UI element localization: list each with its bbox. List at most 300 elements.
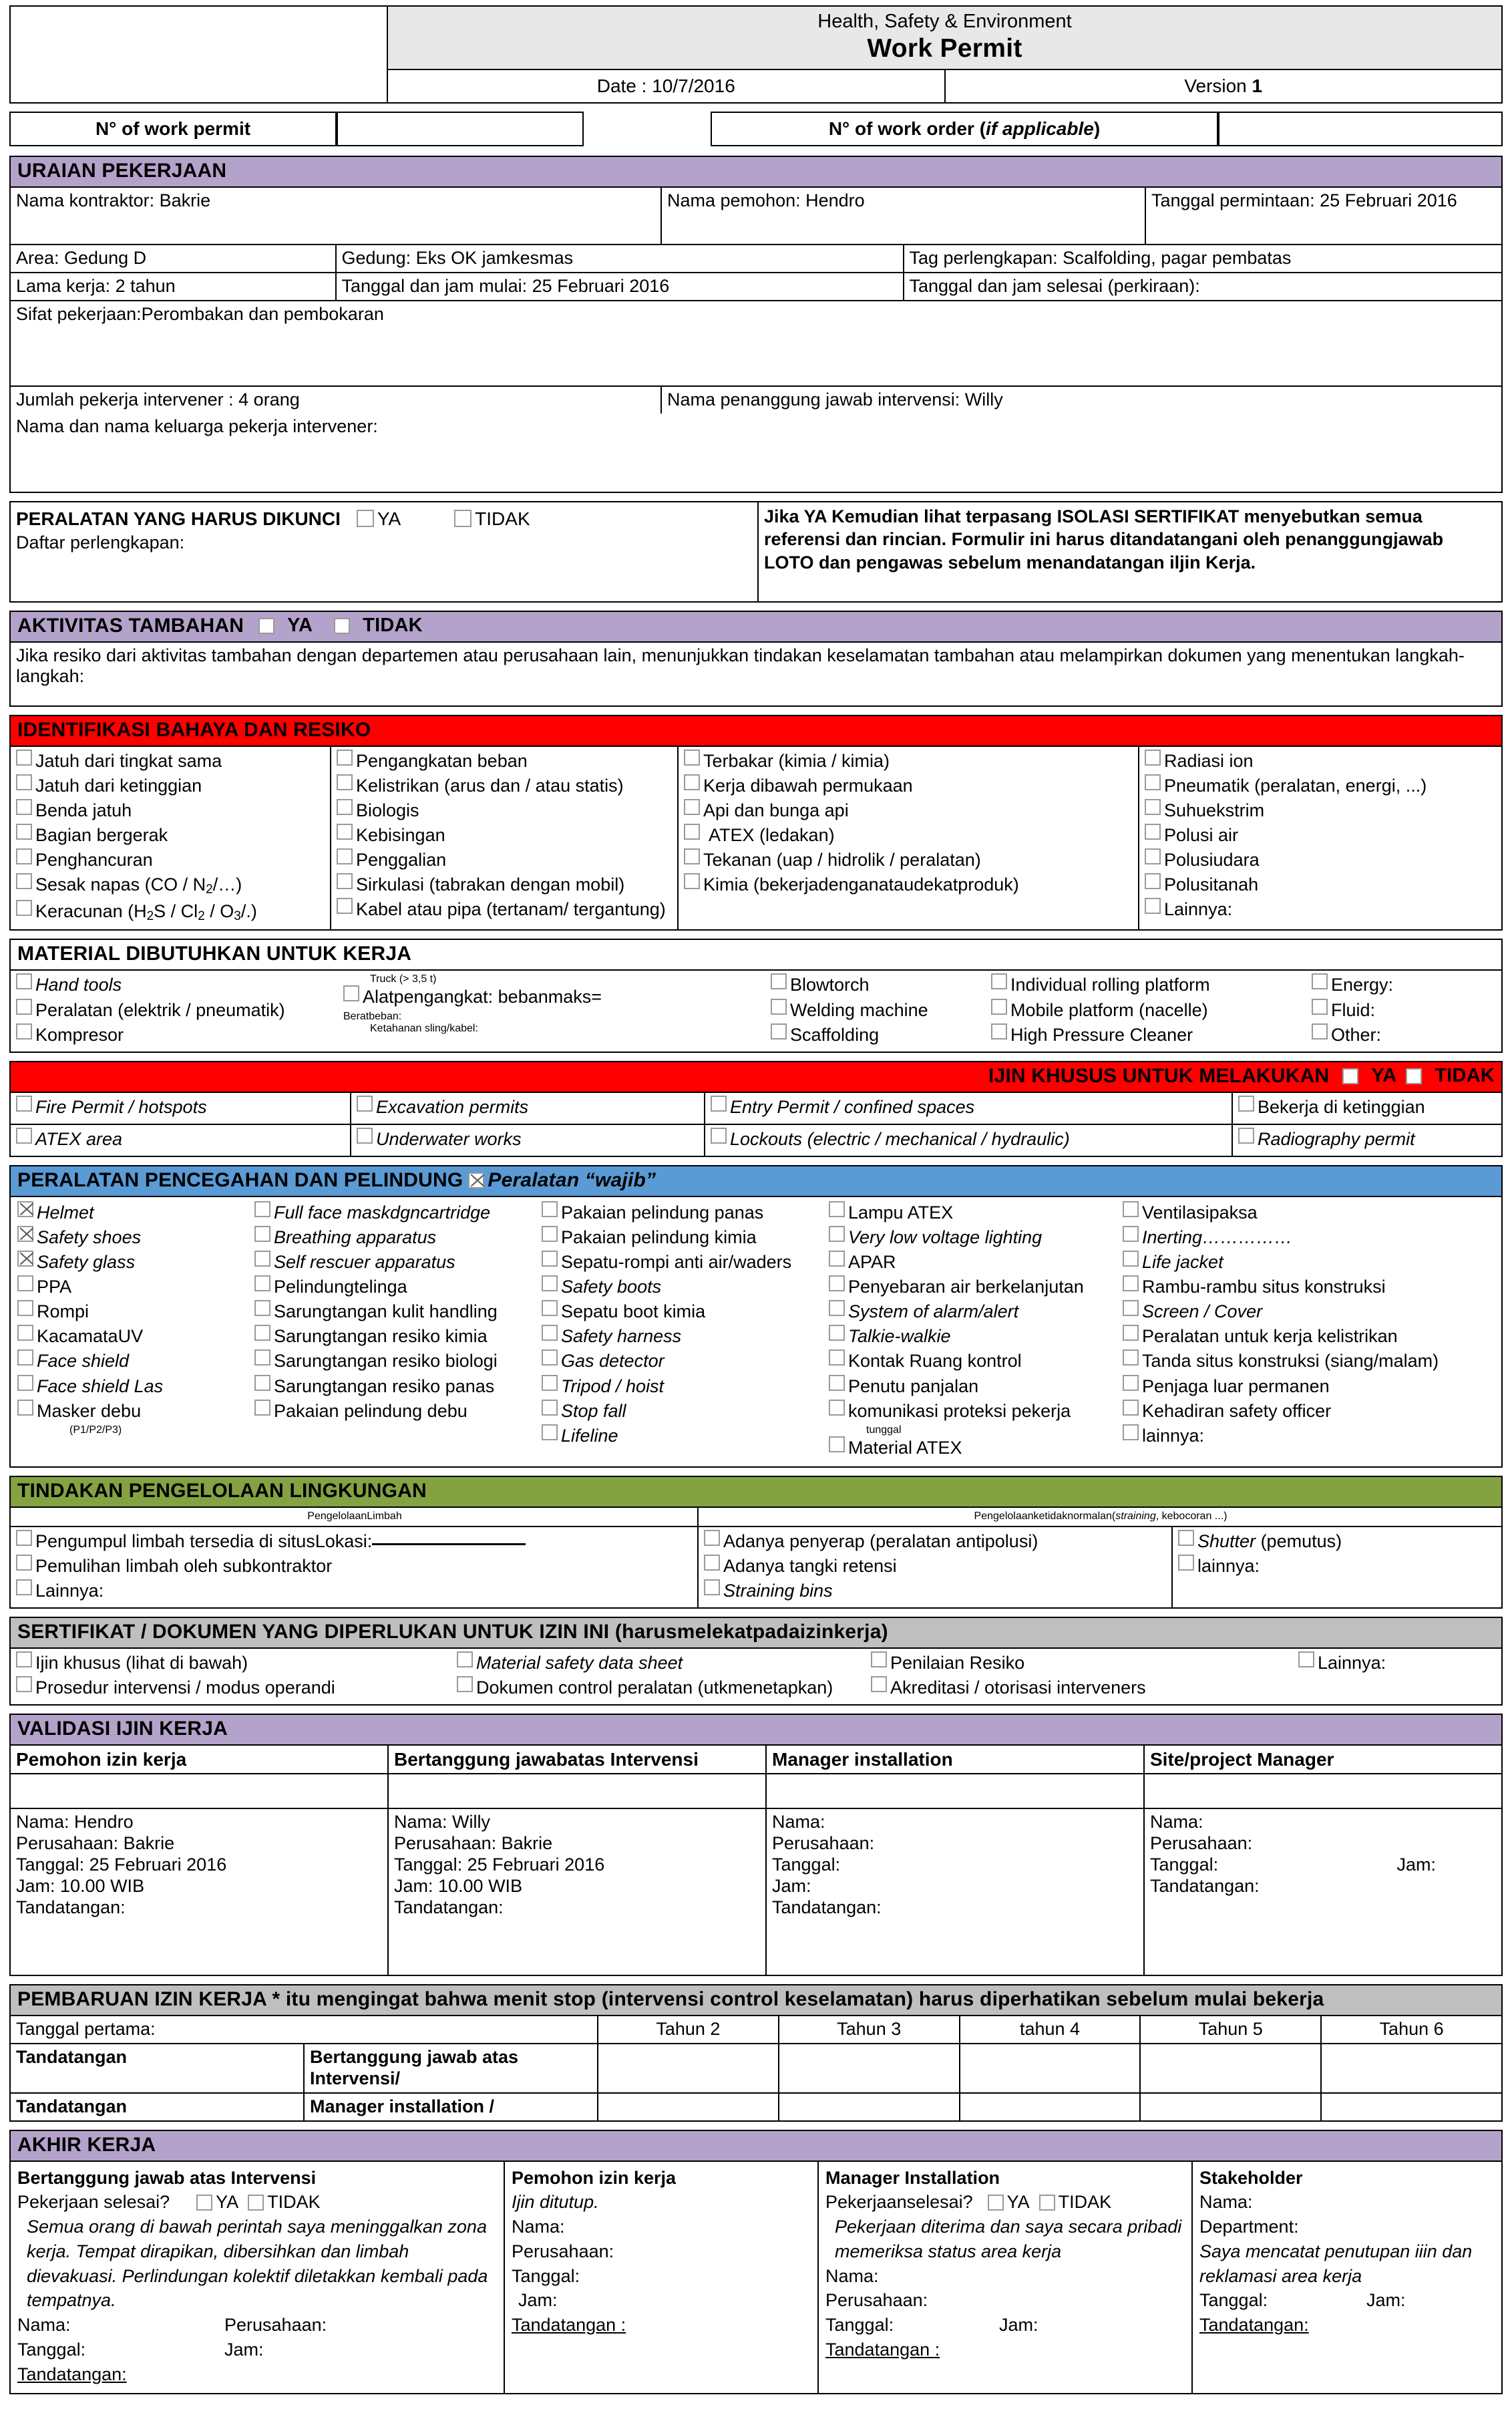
akhir-c2-nama[interactable]: Nama: [512, 2217, 565, 2237]
ppe-item[interactable] [254, 1325, 531, 1348]
akhir-c1-nama[interactable]: Nama: [17, 2315, 71, 2336]
ijin-checkbox[interactable] [1238, 1128, 1254, 1144]
ppe-checkbox[interactable] [829, 1251, 845, 1267]
ppe-item[interactable] [829, 1275, 1112, 1299]
validasi-blank-cell[interactable] [766, 1774, 1144, 1808]
ppe-checkbox[interactable] [1123, 1424, 1139, 1440]
pembaruan-year-cell[interactable] [1140, 2093, 1321, 2121]
akhir-c3-tanggal[interactable]: Tanggal: [825, 2315, 894, 2336]
cert-item[interactable] [457, 1651, 862, 1675]
ppe-checkbox[interactable] [1123, 1201, 1139, 1217]
ppe-checkbox[interactable] [542, 1226, 558, 1242]
ppe-checkbox[interactable] [254, 1325, 270, 1341]
ppe-wajib-checkbox[interactable] [468, 1172, 484, 1188]
ppe-checkbox[interactable] [17, 1201, 33, 1217]
hazard-checkbox[interactable] [337, 898, 353, 914]
ppe-item[interactable] [542, 1201, 818, 1225]
ppe-item[interactable] [1123, 1424, 1497, 1448]
ppe-checkbox[interactable] [542, 1275, 558, 1291]
ijin-checkbox[interactable] [1238, 1096, 1254, 1112]
hazard-checkbox[interactable] [684, 873, 700, 889]
hazard-checkbox[interactable] [1145, 750, 1161, 766]
ppe-checkbox[interactable] [829, 1375, 845, 1391]
ijin-item[interactable] [351, 1093, 705, 1124]
ijin-item[interactable] [11, 1125, 351, 1156]
ppe-checkbox[interactable] [829, 1300, 845, 1316]
ppe-checkbox[interactable] [17, 1251, 33, 1267]
hazard-checkbox[interactable] [684, 824, 700, 840]
material-item[interactable] [1312, 1023, 1497, 1047]
material-checkbox[interactable] [1312, 999, 1328, 1015]
hazard-item[interactable] [337, 750, 673, 773]
akhir-c4-tanggal[interactable]: Tanggal: [1199, 2290, 1268, 2311]
material-item[interactable] [16, 1023, 334, 1047]
ijin-item[interactable] [1233, 1093, 1501, 1124]
hazard-item[interactable] [1145, 824, 1497, 847]
validasi-tanggal: Tanggal: 25 Februari 2016 [394, 1855, 605, 1875]
ppe-item[interactable] [829, 1349, 1112, 1373]
tanggal-mulai-cell[interactable]: Tanggal dan jam mulai: 25 Februari 2016 [336, 273, 904, 301]
akhir-c1-jam[interactable]: Jam: [224, 2339, 264, 2360]
hazard-item[interactable] [1145, 898, 1497, 921]
hazard-label: Kimia (bekerjadenganataudekatproduk) [703, 874, 1019, 895]
akhir-c3-ya-checkbox[interactable] [988, 2195, 1004, 2211]
ijin-khusus-title: IJIN KHUSUS UNTUK MELAKUKAN [988, 1064, 1330, 1087]
validasi-signature-block[interactable] [388, 1808, 766, 1975]
env-item[interactable] [704, 1530, 1167, 1553]
hazard-item[interactable] [1145, 848, 1497, 872]
hazard-checkbox[interactable] [337, 799, 353, 815]
ppe-checkbox[interactable] [254, 1226, 270, 1242]
pembaruan-year-cell[interactable] [960, 2093, 1141, 2121]
env-item[interactable] [1178, 1555, 1497, 1578]
ppe-checkbox[interactable] [17, 1375, 33, 1391]
akhir-c3-tandatangan[interactable]: Tandatangan : [825, 2339, 940, 2360]
cert-item[interactable] [871, 1676, 1289, 1700]
hazard-item[interactable] [16, 873, 326, 899]
hazard-checkbox[interactable] [16, 900, 32, 916]
hazard-checkbox[interactable] [16, 873, 32, 889]
ppe-item[interactable] [829, 1201, 1112, 1225]
env-item[interactable] [704, 1579, 1167, 1603]
ijin-item[interactable] [351, 1125, 705, 1156]
ppe-checkbox[interactable] [254, 1275, 270, 1291]
ppe-checkbox[interactable] [829, 1436, 845, 1452]
cert-checkbox[interactable] [871, 1651, 887, 1667]
material-item[interactable] [16, 999, 334, 1022]
hazard-checkbox[interactable] [337, 774, 353, 790]
material-item[interactable] [343, 985, 761, 1009]
ppe-item[interactable] [829, 1375, 1112, 1398]
hazard-item[interactable] [16, 799, 326, 822]
pembaruan-year-cell[interactable] [598, 2093, 779, 2121]
akhir-c2-jam[interactable]: Jam: [518, 2290, 558, 2311]
cert-checkbox[interactable] [457, 1651, 473, 1667]
cert-item[interactable] [16, 1676, 447, 1700]
ppe-checkbox[interactable] [542, 1424, 558, 1440]
ppe-item[interactable] [829, 1436, 1112, 1460]
hazard-item[interactable] [16, 824, 326, 847]
area-cell[interactable]: Area: Gedung D [10, 245, 336, 273]
ppe-item[interactable] [542, 1275, 818, 1299]
ppe-item[interactable] [1123, 1349, 1497, 1373]
pembaruan-year-cell[interactable] [960, 2044, 1141, 2093]
hazard-checkbox[interactable] [684, 799, 700, 815]
nama-keluarga-cell[interactable]: Nama dan nama keluarga pekerja intervener: [10, 414, 1502, 492]
akhir-c1-tandatangan[interactable]: Tandatangan: [17, 2364, 127, 2384]
validasi-signature-block[interactable] [1144, 1808, 1502, 1975]
tag-perlengkapan-cell[interactable]: Tag perlengkapan: Scalfolding, pagar pembatas [904, 245, 1503, 273]
hazard-label: Jatuh dari ketinggian [35, 775, 202, 796]
ppe-checkbox[interactable] [17, 1325, 33, 1341]
hazard-item[interactable] [684, 750, 1134, 773]
hazard-checkbox[interactable] [16, 848, 32, 864]
cert-checkbox[interactable] [457, 1676, 473, 1692]
ppe-checkbox[interactable] [542, 1375, 558, 1391]
ppe-item[interactable] [1123, 1275, 1497, 1299]
pembaruan-year-cell[interactable] [1140, 2044, 1321, 2093]
hazard-item[interactable] [684, 799, 1134, 822]
validasi-signature-block[interactable] [10, 1808, 388, 1975]
material-checkbox[interactable] [991, 1023, 1007, 1039]
work-order-number-input[interactable] [1218, 112, 1503, 146]
env-checkbox[interactable] [704, 1530, 720, 1546]
pembaruan-year-cell[interactable] [779, 2093, 960, 2121]
hazard-checkbox[interactable] [684, 750, 700, 766]
ppe-item[interactable] [542, 1375, 818, 1398]
lama-kerja-cell[interactable]: Lama kerja: 2 tahun [10, 273, 336, 301]
jumlah-pekerja-cell[interactable]: Jumlah pekerja intervener : 4 orang [10, 386, 661, 414]
ppe-item[interactable] [254, 1226, 531, 1249]
akhir-c4-nama[interactable]: Nama: [1199, 2192, 1253, 2213]
hazard-item[interactable] [1145, 799, 1497, 822]
material-checkbox[interactable] [771, 1023, 787, 1039]
akhir-c1-perusahaan[interactable]: Perusahaan: [224, 2315, 327, 2336]
ijin-item[interactable] [1233, 1125, 1501, 1156]
ppe-item[interactable] [829, 1226, 1112, 1249]
ppe-item[interactable] [17, 1300, 244, 1323]
aktivitas-tidak-checkbox[interactable] [334, 618, 350, 634]
akhir-c4-tandatangan[interactable]: Tandatangan: [1199, 2315, 1309, 2336]
ppe-item[interactable] [1123, 1400, 1497, 1423]
env-checkbox[interactable] [704, 1579, 720, 1595]
env-item[interactable] [16, 1579, 693, 1603]
env-checkbox[interactable] [16, 1555, 32, 1571]
ppe-checkbox[interactable] [1123, 1251, 1139, 1267]
validasi-blank-cell[interactable] [10, 1774, 388, 1808]
ijin-item[interactable] [11, 1093, 351, 1124]
ppe-checkbox[interactable] [1123, 1226, 1139, 1242]
ppe-item[interactable] [17, 1349, 244, 1373]
hazard-item[interactable] [16, 750, 326, 773]
hazard-item[interactable] [1145, 774, 1497, 798]
pembaruan-year-cell[interactable] [598, 2044, 779, 2093]
ijin-item[interactable] [705, 1125, 1233, 1156]
ppe-checkbox[interactable] [254, 1251, 270, 1267]
hazard-checkbox[interactable] [684, 774, 700, 790]
ppe-checkbox[interactable] [1123, 1325, 1139, 1341]
ppe-item[interactable] [542, 1400, 818, 1423]
hazard-item[interactable] [337, 799, 673, 822]
beratbeban-label[interactable]: Beratbeban: [343, 1010, 402, 1022]
hazard-item[interactable] [337, 898, 673, 921]
akhir-col-intervensi [11, 2162, 505, 2393]
penanggung-jawab-cell[interactable]: Nama penanggung jawab intervensi: Willy [661, 386, 1502, 414]
validasi-signature-block[interactable] [766, 1808, 1144, 1975]
material-checkbox[interactable] [1312, 1023, 1328, 1039]
loto-tidak-checkbox[interactable] [454, 510, 471, 527]
ppe-checkbox[interactable] [1123, 1400, 1139, 1416]
ppe-item[interactable] [542, 1251, 818, 1274]
ppe-item[interactable] [254, 1251, 531, 1274]
akhir-c3-nama[interactable]: Nama: [825, 2265, 879, 2286]
env-checkbox[interactable] [704, 1555, 720, 1571]
hazard-item[interactable] [1145, 750, 1497, 773]
material-checkbox[interactable] [771, 999, 787, 1015]
ijin-checkbox[interactable] [357, 1096, 373, 1112]
ppe-checkbox[interactable] [17, 1275, 33, 1291]
env-item[interactable] [1178, 1530, 1497, 1553]
ppe-item[interactable] [829, 1300, 1112, 1323]
ijin-checkbox[interactable] [16, 1128, 32, 1144]
hazard-item[interactable] [337, 824, 673, 847]
tanggal-selesai-cell[interactable]: Tanggal dan jam selesai (perkiraan): [904, 273, 1503, 301]
hazard-checkbox[interactable] [337, 848, 353, 864]
hazard-checkbox[interactable] [16, 774, 32, 790]
hazard-checkbox[interactable] [1145, 898, 1161, 914]
cert-checkbox[interactable] [16, 1676, 32, 1692]
cert-item[interactable] [457, 1676, 862, 1700]
hazard-checkbox[interactable] [1145, 848, 1161, 864]
material-checkbox[interactable] [16, 1023, 32, 1039]
hazard-item[interactable] [337, 774, 673, 798]
ppe-checkbox[interactable] [1123, 1349, 1139, 1366]
ppe-item[interactable] [17, 1400, 244, 1423]
material-item[interactable] [771, 1023, 982, 1047]
akhir-c1-tidak-checkbox[interactable] [248, 2195, 264, 2211]
ppe-item[interactable] [17, 1325, 244, 1348]
lokasi-input-line[interactable] [372, 1543, 526, 1545]
material-item[interactable] [771, 999, 982, 1022]
validasi-blank-cell[interactable] [388, 1774, 766, 1808]
ppe-checkbox[interactable] [829, 1201, 845, 1217]
ppe-item[interactable] [1123, 1300, 1497, 1323]
hazard-item[interactable] [16, 900, 326, 925]
material-checkbox[interactable] [343, 985, 359, 1001]
ppe-checkbox[interactable] [829, 1275, 845, 1291]
pembaruan-year-cell[interactable] [1321, 2044, 1502, 2093]
hazard-checkbox[interactable] [1145, 799, 1161, 815]
ppe-checkbox[interactable] [542, 1325, 558, 1341]
cert-checkbox[interactable] [1298, 1651, 1314, 1667]
ppe-title-bar [9, 1165, 1503, 1196]
loto-daftar-label[interactable]: Daftar perlengkapan: [16, 532, 185, 552]
ijin-checkbox[interactable] [357, 1128, 373, 1144]
ppe-item[interactable] [542, 1349, 818, 1373]
ppe-checkbox[interactable] [254, 1201, 270, 1217]
material-item[interactable] [16, 973, 334, 997]
ijin-checkbox[interactable] [16, 1096, 32, 1112]
ppe-item[interactable] [254, 1375, 531, 1398]
ppe-checkbox[interactable] [17, 1300, 33, 1316]
sifat-pekerjaan-cell[interactable]: Sifat pekerjaan:Perombakan dan pembokaran [10, 301, 1502, 386]
ppe-checkbox[interactable] [542, 1251, 558, 1267]
env-checkbox[interactable] [16, 1579, 32, 1595]
ppe-item[interactable] [542, 1424, 818, 1448]
akhir-c2-tandatangan[interactable]: Tandatangan : [512, 2315, 626, 2336]
akhir-c3-perusahaan[interactable]: Perusahaan: [825, 2290, 928, 2311]
env-checkbox[interactable] [16, 1530, 32, 1546]
hazard-checkbox[interactable] [1145, 873, 1161, 889]
ketahanan-label[interactable]: Ketahanan sling/kabel: [370, 1022, 478, 1034]
cert-item[interactable] [1298, 1651, 1497, 1675]
ppe-checkbox[interactable] [17, 1226, 33, 1242]
ppe-item[interactable] [254, 1201, 531, 1225]
ppe-item[interactable] [254, 1275, 531, 1299]
ppe-checkbox[interactable] [254, 1349, 270, 1366]
ppe-checkbox[interactable] [17, 1349, 33, 1366]
ppe-checkbox[interactable] [1123, 1300, 1139, 1316]
ppe-checkbox[interactable] [17, 1400, 33, 1416]
hazard-item[interactable] [337, 848, 673, 872]
ppe-item[interactable] [542, 1325, 818, 1348]
ppe-label: Screen / Cover [1142, 1301, 1263, 1322]
hazard-checkbox[interactable] [16, 824, 32, 840]
material-item[interactable] [991, 1023, 1302, 1047]
nama-pemohon-cell[interactable]: Nama pemohon: Hendro [661, 187, 1145, 245]
ijin-checkbox[interactable] [711, 1128, 727, 1144]
akhir-c3-tidak-checkbox[interactable] [1039, 2195, 1055, 2211]
hazard-checkbox[interactable] [1145, 824, 1161, 840]
ppe-item[interactable] [542, 1300, 818, 1323]
loto-ya-checkbox[interactable] [357, 510, 374, 527]
material-checkbox[interactable] [771, 973, 787, 989]
validasi-jam: Jam: 10.00 WIB [16, 1875, 145, 1896]
ppe-checkbox[interactable] [542, 1300, 558, 1316]
ppe-item[interactable] [17, 1275, 244, 1299]
hazard-item[interactable] [684, 774, 1134, 798]
tanggal-pertama-cell[interactable]: Tanggal pertama: [10, 2016, 598, 2044]
material-checkbox[interactable] [16, 973, 32, 989]
material-checkbox[interactable] [991, 999, 1007, 1015]
pembaruan-year-cell[interactable] [779, 2044, 960, 2093]
hazard-checkbox[interactable] [337, 750, 353, 766]
ppe-item[interactable] [254, 1349, 531, 1373]
material-checkbox[interactable] [16, 999, 32, 1015]
ppe-item[interactable] [1123, 1251, 1497, 1274]
ppe-checkbox[interactable] [829, 1349, 845, 1366]
hazard-item[interactable] [684, 824, 1134, 847]
ppe-checkbox[interactable] [829, 1325, 845, 1341]
material-checkbox[interactable] [1312, 973, 1328, 989]
ppe-item[interactable] [1123, 1325, 1497, 1348]
cert-item[interactable] [871, 1651, 1289, 1675]
ppe-item[interactable] [829, 1325, 1112, 1348]
hazard-item[interactable] [16, 848, 326, 872]
env-item[interactable] [16, 1530, 693, 1553]
env-item[interactable] [704, 1555, 1167, 1578]
ppe-checkbox[interactable] [542, 1349, 558, 1366]
hazard-checkbox[interactable] [16, 799, 32, 815]
ijin-item[interactable] [705, 1093, 1233, 1124]
ppe-item[interactable] [254, 1400, 531, 1423]
ppe-item[interactable] [1123, 1375, 1497, 1398]
ppe-checkbox[interactable] [254, 1400, 270, 1416]
akhir-c4-jam[interactable]: Jam: [1366, 2290, 1406, 2311]
ppe-item[interactable] [1123, 1226, 1497, 1249]
hazard-item[interactable] [684, 873, 1134, 897]
ppe-label: komunikasi proteksi pekerja [848, 1400, 1071, 1421]
material-item[interactable] [991, 973, 1302, 997]
ppe-item[interactable] [17, 1226, 244, 1249]
env-checkbox[interactable] [1178, 1530, 1194, 1546]
cert-checkbox[interactable] [871, 1676, 887, 1692]
ppe-item[interactable] [829, 1400, 1112, 1423]
env-item[interactable] [16, 1555, 693, 1578]
env-checkbox[interactable] [1178, 1555, 1194, 1571]
gedung-cell[interactable]: Gedung: Eks OK jamkesmas [336, 245, 904, 273]
ppe-checkbox[interactable] [1123, 1275, 1139, 1291]
ppe-item[interactable] [829, 1251, 1112, 1274]
material-item[interactable] [991, 999, 1302, 1022]
ppe-checkbox[interactable] [829, 1400, 845, 1416]
ppe-item[interactable] [17, 1201, 244, 1225]
ppe-item[interactable] [1123, 1201, 1497, 1225]
hazard-checkbox[interactable] [684, 848, 700, 864]
hazard-item[interactable] [16, 774, 326, 798]
ijin-checkbox[interactable] [711, 1096, 727, 1112]
ijin-khusus-tidak-checkbox[interactable] [1406, 1068, 1422, 1084]
aktivitas-ya-checkbox[interactable] [258, 618, 274, 634]
material-item[interactable] [1312, 999, 1497, 1022]
hazard-checkbox[interactable] [1145, 774, 1161, 790]
akhir-c2-perusahaan[interactable]: Perusahaan: [512, 2241, 614, 2261]
material-item[interactable] [771, 973, 982, 997]
pembaruan-year-cell[interactable] [1321, 2093, 1502, 2121]
hazard-item[interactable] [684, 848, 1134, 872]
hazard-checkbox[interactable] [337, 873, 353, 889]
ppe-checkbox[interactable] [542, 1400, 558, 1416]
ppe-checkbox[interactable] [1123, 1375, 1139, 1391]
hazard-item[interactable] [337, 873, 673, 897]
tanggal-permintaan-cell[interactable]: Tanggal permintaan: 25 Februari 2016 [1145, 187, 1502, 245]
hazard-item[interactable] [1145, 873, 1497, 897]
hazard-checkbox[interactable] [16, 750, 32, 766]
cert-checkbox[interactable] [16, 1651, 32, 1667]
cert-item[interactable] [16, 1651, 447, 1675]
ppe-item[interactable] [542, 1226, 818, 1249]
validasi-blank-cell[interactable] [1144, 1774, 1502, 1808]
ppe-item[interactable] [17, 1375, 244, 1398]
hazard-checkbox[interactable] [337, 824, 353, 840]
ppe-item[interactable] [17, 1251, 244, 1274]
akhir-c2-tanggal[interactable]: Tanggal: [512, 2265, 580, 2286]
akhir-c3-jam[interactable]: Jam: [999, 2315, 1038, 2336]
ijin-khusus-ya-checkbox[interactable] [1342, 1068, 1358, 1084]
work-permit-number-input[interactable] [337, 112, 584, 146]
material-item[interactable] [1312, 973, 1497, 997]
ppe-checkbox[interactable] [542, 1201, 558, 1217]
ppe-checkbox[interactable] [254, 1300, 270, 1316]
ppe-checkbox[interactable] [254, 1375, 270, 1391]
akhir-c1-ya-checkbox[interactable] [196, 2195, 212, 2211]
ppe-item[interactable] [254, 1300, 531, 1323]
akhir-c1-tanggal[interactable]: Tanggal: [17, 2339, 86, 2360]
ppe-checkbox[interactable] [829, 1226, 845, 1242]
nama-kontraktor-cell[interactable]: Nama kontraktor: Bakrie [10, 187, 661, 245]
material-checkbox[interactable] [991, 973, 1007, 989]
akhir-c4-department[interactable]: Department: [1199, 2217, 1299, 2237]
